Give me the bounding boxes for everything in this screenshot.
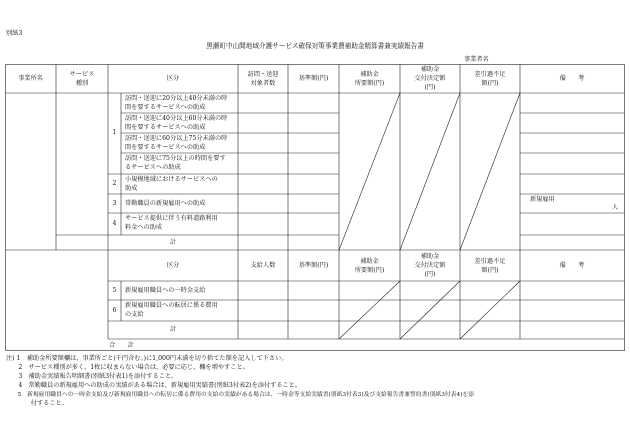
header2-subsidy-req-1: 補助金 — [360, 258, 379, 265]
header-visit-count-2: 対象者数 — [250, 80, 276, 87]
header2-payees: 支給人数 — [250, 262, 276, 269]
row-number-6: 6 — [112, 307, 117, 314]
note-1: 注) 1 補助金所要額欄は、事業所ごと(千円含む。)に1,000円未満を切り捨てた額を記入して下さい。 — [6, 355, 288, 362]
header-subsidy-req-2: 所要額(円) — [354, 80, 385, 87]
row-number-5: 5 — [112, 287, 117, 294]
operator-label: 事業者名 — [464, 56, 489, 63]
row1-item1-line1: 訪問・送迎に20分以上40分未満の時 — [125, 95, 228, 102]
remark-persons: 人 — [612, 204, 619, 211]
note-3: 3 補助金実績報告明細書(別紙3付表1)を添付すること。 — [6, 373, 178, 380]
header2-subsidy-decided-1: 補助金 — [420, 253, 440, 260]
row4-item1-line1: サービス提供に伴う有料道路利用 — [125, 215, 218, 222]
header2-diff-2: 額(円) — [481, 267, 499, 274]
row1-item3-line2: 間を要するサービスへの助成 — [125, 144, 206, 151]
note-5-cont: 付すること。 — [6, 400, 68, 407]
row1-item2-line1: 訪問・送迎に40分以上60分未満の時 — [125, 115, 228, 122]
row1-item1-line2: 間を要するサービスへの助成 — [125, 104, 206, 111]
row1-item2-line2: 間を要するサービスへの助成 — [125, 124, 206, 131]
note-5: 5 新規雇用職員への一時金支給及び新規雇用職員への転居に係る費用の支給の実績がある場合は、一時金等支給実績書(別紙3付表3)及び支給報告書兼誓約書(別紙3付表4)を添 — [6, 392, 475, 398]
row-number-2: 2 — [112, 180, 117, 187]
header-office: 事業所名 — [18, 75, 43, 82]
header-subsidy-decided-3: (円) — [424, 84, 436, 91]
row-number-3: 3 — [112, 200, 117, 207]
header-service-type-2: 種別 — [75, 80, 89, 87]
header2-category: 区分 — [166, 262, 180, 269]
row3-item1-line1: 常勤職員の新規雇用への助成 — [125, 200, 206, 207]
note-2: 2 サービス種別が多く、1枚に収まらない場合は、必要に応じ、欄を増やすこと。 — [6, 364, 249, 371]
header-diff-1: 差引過不足 — [474, 71, 506, 78]
row2-item1-line2: 助成 — [125, 185, 138, 192]
header2-subsidy-req-2: 所要額(円) — [354, 267, 385, 274]
header2-subsidy-decided-3: (円) — [424, 271, 436, 278]
header-subsidy-req-1: 補助金 — [360, 71, 379, 78]
header2-diff-1: 差引過不足 — [474, 258, 506, 265]
note-4: 4 常勤職員の新規雇用への助成の実績がある場合は、新規雇用実績書(別紙3付表2)を添付すること。 — [6, 382, 302, 389]
header-subsidy-decided-1: 補助金 — [420, 66, 440, 73]
header2-remarks: 備 考 — [559, 262, 585, 269]
document-title: 黒瀬町中山間地域介護サービス確保対策事業費補助金精算書兼実績報告書 — [206, 42, 424, 50]
row1-item4-line2: るサービスへの助成 — [125, 164, 181, 171]
row-number-1: 1 — [112, 129, 117, 136]
remark-new-hire: 新規雇用 — [530, 196, 555, 203]
form-number: 別紙3 — [6, 30, 23, 37]
header-diff-2: 額(円) — [481, 80, 499, 87]
header2-base-amount: 基準額(円) — [298, 262, 329, 269]
row1-item4-line1: 訪問・送迎に75分以上の時間を要す — [125, 155, 226, 162]
row2-item1-line1: 小規模地域におけるサービスへの — [125, 176, 218, 183]
total-label: 合 計 — [109, 342, 134, 349]
header-remarks: 備 考 — [559, 75, 585, 82]
header-service-type-1: サービス — [69, 71, 95, 78]
row4-item1-line2: 料金への助成 — [125, 224, 163, 231]
header-category: 区分 — [166, 75, 180, 82]
row6-item1-line1: 新規雇用職員への転居に係る費用 — [125, 302, 218, 309]
header2-subsidy-decided-2: 交付決定額 — [414, 262, 446, 269]
row5-item1-line1: 新規雇用職員への一時金支給 — [125, 287, 206, 294]
row6-item1-line2: の支給 — [125, 311, 144, 318]
subtotal2-label: 計 — [169, 326, 177, 333]
header-subsidy-decided-2: 交付決定額 — [414, 75, 446, 82]
row-number-4: 4 — [112, 220, 117, 227]
header-visit-count-1: 訪問・送迎 — [247, 71, 279, 78]
subtotal-label: 計 — [169, 239, 177, 246]
header-base-amount: 基準額(円) — [298, 75, 329, 82]
row1-item3-line1: 訪問・送迎に60分以上75分未満の時 — [125, 135, 228, 142]
